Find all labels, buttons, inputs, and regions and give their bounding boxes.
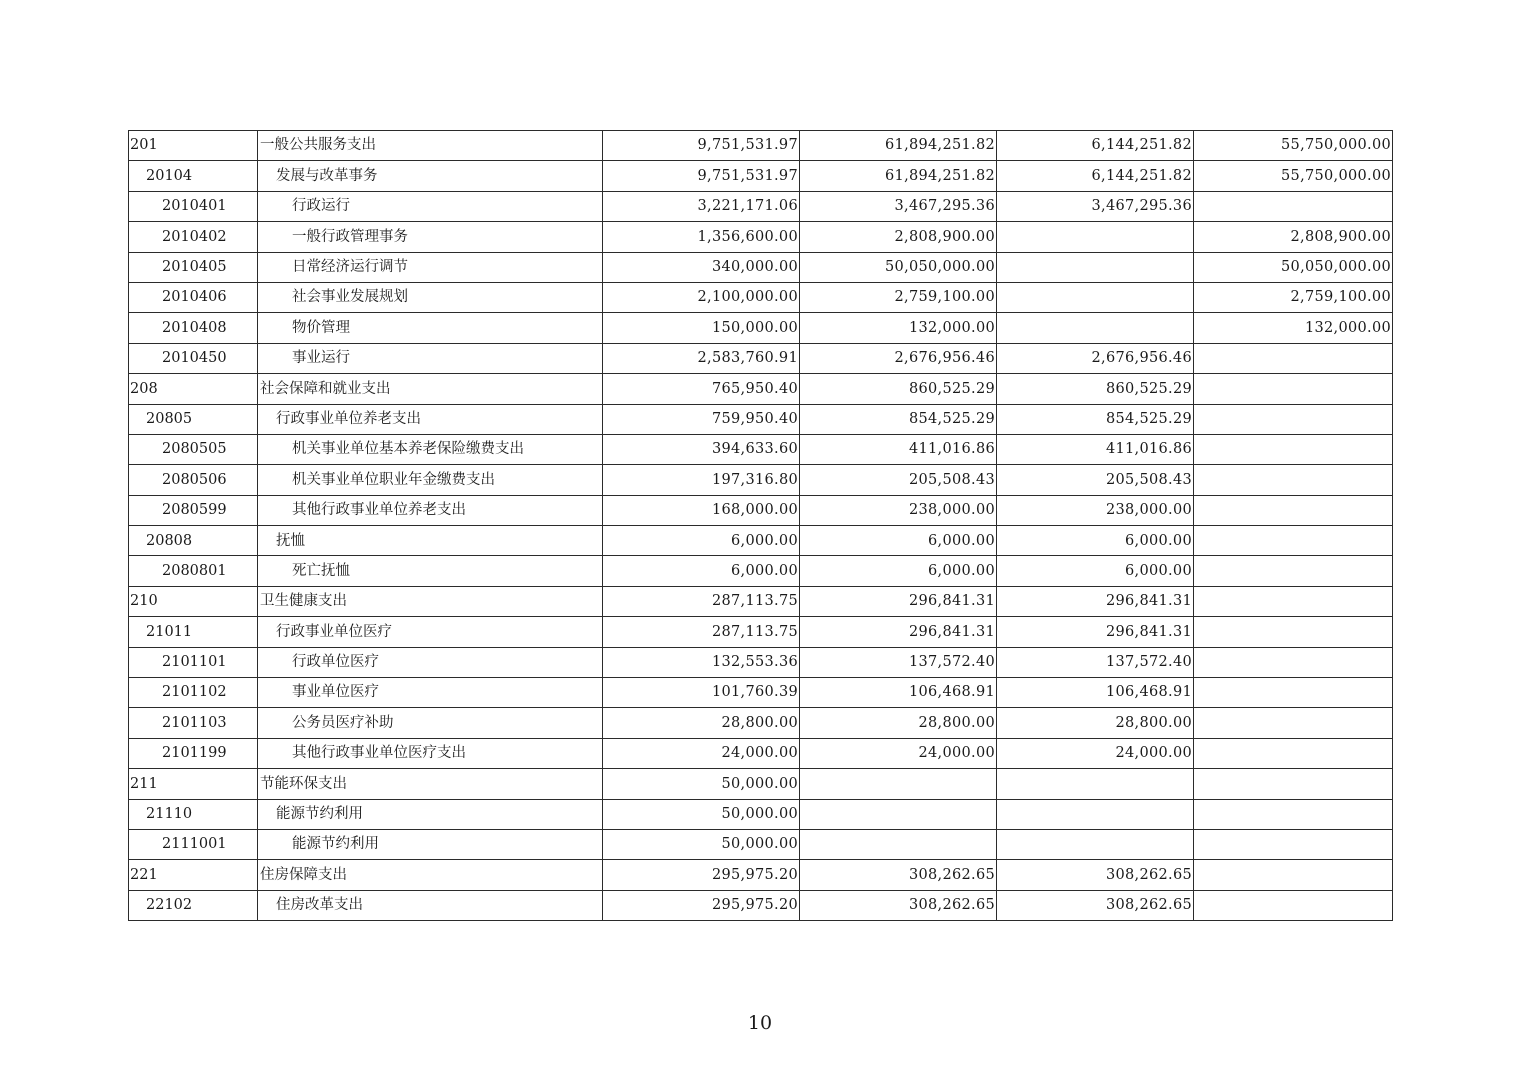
amount-cell-3: 205,508.43 — [997, 465, 1194, 495]
account-code-cell: 211 — [129, 769, 258, 799]
table-row — [129, 829, 1393, 859]
account-name-cell: 发展与改革事务 — [258, 161, 603, 191]
amount-cell-2: 132,000.00 — [800, 313, 997, 343]
amount-cell-3: 6,000.00 — [997, 526, 1194, 556]
amount-cell-1: 2,583,760.91 — [603, 343, 800, 373]
amount-cell-3 — [997, 769, 1194, 799]
amount-cell-3: 2,676,956.46 — [997, 343, 1194, 373]
table-row — [129, 191, 1393, 221]
amount-cell-2: 24,000.00 — [800, 738, 997, 768]
amount-cell-3: 106,468.91 — [997, 678, 1194, 708]
amount-cell-1: 50,000.00 — [603, 799, 800, 829]
amount-cell-2: 296,841.31 — [800, 617, 997, 647]
account-code-cell: 22102 — [129, 890, 258, 920]
amount-cell-1: 197,316.80 — [603, 465, 800, 495]
account-code-cell: 21011 — [129, 617, 258, 647]
amount-cell-4 — [1194, 556, 1393, 586]
amount-cell-2 — [800, 829, 997, 859]
amount-cell-1: 765,950.40 — [603, 374, 800, 404]
amount-cell-1: 394,633.60 — [603, 434, 800, 464]
account-code-cell: 2080505 — [129, 434, 258, 464]
table-row — [129, 769, 1393, 799]
table-row — [129, 374, 1393, 404]
account-code-cell: 2010401 — [129, 191, 258, 221]
amount-cell-3: 308,262.65 — [997, 890, 1194, 920]
account-code-cell: 2080801 — [129, 556, 258, 586]
table-row — [129, 647, 1393, 677]
amount-cell-3 — [997, 222, 1194, 252]
amount-cell-1: 101,760.39 — [603, 678, 800, 708]
amount-cell-4 — [1194, 465, 1393, 495]
amount-cell-3: 308,262.65 — [997, 860, 1194, 890]
amount-cell-2: 854,525.29 — [800, 404, 997, 434]
account-name-cell: 抚恤 — [258, 526, 603, 556]
account-name-cell: 日常经济运行调节 — [258, 252, 603, 282]
account-name-cell: 行政运行 — [258, 191, 603, 221]
amount-cell-1: 759,950.40 — [603, 404, 800, 434]
amount-cell-4 — [1194, 434, 1393, 464]
amount-cell-1: 24,000.00 — [603, 738, 800, 768]
account-name-cell: 行政单位医疗 — [258, 647, 603, 677]
amount-cell-1: 168,000.00 — [603, 495, 800, 525]
account-name-cell: 行政事业单位医疗 — [258, 617, 603, 647]
amount-cell-1: 150,000.00 — [603, 313, 800, 343]
page-number: 10 — [747, 1012, 773, 1034]
table-row — [129, 890, 1393, 920]
amount-cell-3: 6,144,251.82 — [997, 131, 1194, 161]
amount-cell-4 — [1194, 343, 1393, 373]
amount-cell-2: 2,759,100.00 — [800, 282, 997, 312]
amount-cell-2: 308,262.65 — [800, 890, 997, 920]
account-code-cell: 2101199 — [129, 738, 258, 768]
account-name-cell: 事业运行 — [258, 343, 603, 373]
amount-cell-3 — [997, 799, 1194, 829]
amount-cell-4 — [1194, 374, 1393, 404]
amount-cell-4 — [1194, 799, 1393, 829]
account-name-cell: 物价管理 — [258, 313, 603, 343]
amount-cell-4 — [1194, 890, 1393, 920]
amount-cell-1: 295,975.20 — [603, 860, 800, 890]
table-row — [129, 465, 1393, 495]
amount-cell-1: 287,113.75 — [603, 617, 800, 647]
account-code-cell: 2010408 — [129, 313, 258, 343]
amount-cell-2 — [800, 769, 997, 799]
account-code-cell: 2101101 — [129, 647, 258, 677]
table-row — [129, 313, 1393, 343]
amount-cell-3: 6,000.00 — [997, 556, 1194, 586]
amount-cell-2: 308,262.65 — [800, 860, 997, 890]
amount-cell-2: 137,572.40 — [800, 647, 997, 677]
amount-cell-2: 205,508.43 — [800, 465, 997, 495]
table-row — [129, 131, 1393, 161]
amount-cell-1: 6,000.00 — [603, 526, 800, 556]
account-name-cell: 社会保障和就业支出 — [258, 374, 603, 404]
amount-cell-1: 1,356,600.00 — [603, 222, 800, 252]
account-code-cell: 221 — [129, 860, 258, 890]
amount-cell-2: 50,050,000.00 — [800, 252, 997, 282]
account-name-cell: 其他行政事业单位医疗支出 — [258, 738, 603, 768]
account-name-cell: 能源节约利用 — [258, 799, 603, 829]
account-name-cell: 社会事业发展规划 — [258, 282, 603, 312]
table-body — [129, 131, 1393, 921]
amount-cell-1: 9,751,531.97 — [603, 131, 800, 161]
amount-cell-2: 6,000.00 — [800, 526, 997, 556]
amount-cell-4: 2,759,100.00 — [1194, 282, 1393, 312]
amount-cell-3: 137,572.40 — [997, 647, 1194, 677]
amount-cell-2: 2,808,900.00 — [800, 222, 997, 252]
table-row — [129, 495, 1393, 525]
account-name-cell: 机关事业单位职业年金缴费支出 — [258, 465, 603, 495]
account-code-cell: 20104 — [129, 161, 258, 191]
amount-cell-1: 28,800.00 — [603, 708, 800, 738]
amount-cell-4: 2,808,900.00 — [1194, 222, 1393, 252]
amount-cell-1: 287,113.75 — [603, 586, 800, 616]
account-name-cell: 卫生健康支出 — [258, 586, 603, 616]
account-name-cell: 一般行政管理事务 — [258, 222, 603, 252]
table-row — [129, 556, 1393, 586]
amount-cell-1: 3,221,171.06 — [603, 191, 800, 221]
table-row — [129, 860, 1393, 890]
account-name-cell: 一般公共服务支出 — [258, 131, 603, 161]
amount-cell-3: 860,525.29 — [997, 374, 1194, 404]
account-name-cell: 住房改革支出 — [258, 890, 603, 920]
table-row — [129, 282, 1393, 312]
account-code-cell: 2010406 — [129, 282, 258, 312]
table-row — [129, 738, 1393, 768]
account-code-cell: 2080599 — [129, 495, 258, 525]
amount-cell-2: 61,894,251.82 — [800, 131, 997, 161]
table-row — [129, 222, 1393, 252]
account-code-cell: 2010450 — [129, 343, 258, 373]
amount-cell-4 — [1194, 708, 1393, 738]
amount-cell-4 — [1194, 769, 1393, 799]
amount-cell-4 — [1194, 586, 1393, 616]
account-code-cell: 2101103 — [129, 708, 258, 738]
amount-cell-4 — [1194, 526, 1393, 556]
account-code-cell: 2111001 — [129, 829, 258, 859]
amount-cell-3: 411,016.86 — [997, 434, 1194, 464]
amount-cell-3: 24,000.00 — [997, 738, 1194, 768]
amount-cell-1: 2,100,000.00 — [603, 282, 800, 312]
table-row — [129, 799, 1393, 829]
amount-cell-4 — [1194, 191, 1393, 221]
account-name-cell: 节能环保支出 — [258, 769, 603, 799]
amount-cell-2: 296,841.31 — [800, 586, 997, 616]
table-row — [129, 161, 1393, 191]
table-row — [129, 617, 1393, 647]
account-code-cell: 210 — [129, 586, 258, 616]
amount-cell-2: 106,468.91 — [800, 678, 997, 708]
amount-cell-1: 6,000.00 — [603, 556, 800, 586]
account-code-cell: 2080506 — [129, 465, 258, 495]
amount-cell-3: 296,841.31 — [997, 586, 1194, 616]
table-row — [129, 526, 1393, 556]
amount-cell-1: 340,000.00 — [603, 252, 800, 282]
table-row — [129, 343, 1393, 373]
table-row — [129, 586, 1393, 616]
account-name-cell: 死亡抚恤 — [258, 556, 603, 586]
table-row — [129, 252, 1393, 282]
amount-cell-4: 55,750,000.00 — [1194, 161, 1393, 191]
account-name-cell: 公务员医疗补助 — [258, 708, 603, 738]
account-code-cell: 20808 — [129, 526, 258, 556]
account-name-cell: 能源节约利用 — [258, 829, 603, 859]
amount-cell-1: 9,751,531.97 — [603, 161, 800, 191]
amount-cell-3 — [997, 252, 1194, 282]
amount-cell-1: 50,000.00 — [603, 829, 800, 859]
amount-cell-4 — [1194, 678, 1393, 708]
amount-cell-2: 860,525.29 — [800, 374, 997, 404]
amount-cell-2: 2,676,956.46 — [800, 343, 997, 373]
amount-cell-1: 295,975.20 — [603, 890, 800, 920]
amount-cell-3 — [997, 313, 1194, 343]
account-code-cell: 2010402 — [129, 222, 258, 252]
amount-cell-2: 6,000.00 — [800, 556, 997, 586]
budget-table-container — [128, 130, 1392, 921]
amount-cell-4 — [1194, 738, 1393, 768]
account-code-cell: 20805 — [129, 404, 258, 434]
amount-cell-1: 50,000.00 — [603, 769, 800, 799]
account-name-cell: 事业单位医疗 — [258, 678, 603, 708]
amount-cell-4: 132,000.00 — [1194, 313, 1393, 343]
table-row — [129, 404, 1393, 434]
amount-cell-3: 296,841.31 — [997, 617, 1194, 647]
amount-cell-3 — [997, 282, 1194, 312]
account-code-cell: 201 — [129, 131, 258, 161]
table-row — [129, 678, 1393, 708]
account-name-cell: 住房保障支出 — [258, 860, 603, 890]
table-row — [129, 708, 1393, 738]
amount-cell-4 — [1194, 617, 1393, 647]
account-code-cell: 2010405 — [129, 252, 258, 282]
table-row — [129, 434, 1393, 464]
account-code-cell: 21110 — [129, 799, 258, 829]
amount-cell-4 — [1194, 495, 1393, 525]
amount-cell-4 — [1194, 404, 1393, 434]
amount-cell-2: 28,800.00 — [800, 708, 997, 738]
account-name-cell: 其他行政事业单位养老支出 — [258, 495, 603, 525]
amount-cell-3: 3,467,295.36 — [997, 191, 1194, 221]
expenditure-table — [128, 130, 1393, 921]
amount-cell-2 — [800, 799, 997, 829]
amount-cell-3: 6,144,251.82 — [997, 161, 1194, 191]
amount-cell-2: 61,894,251.82 — [800, 161, 997, 191]
amount-cell-4 — [1194, 860, 1393, 890]
amount-cell-4: 55,750,000.00 — [1194, 131, 1393, 161]
amount-cell-2: 411,016.86 — [800, 434, 997, 464]
amount-cell-4: 50,050,000.00 — [1194, 252, 1393, 282]
amount-cell-3: 28,800.00 — [997, 708, 1194, 738]
amount-cell-4 — [1194, 647, 1393, 677]
amount-cell-3 — [997, 829, 1194, 859]
amount-cell-2: 238,000.00 — [800, 495, 997, 525]
amount-cell-3: 238,000.00 — [997, 495, 1194, 525]
amount-cell-4 — [1194, 829, 1393, 859]
account-name-cell: 行政事业单位养老支出 — [258, 404, 603, 434]
account-code-cell: 208 — [129, 374, 258, 404]
account-name-cell: 机关事业单位基本养老保险缴费支出 — [258, 434, 603, 464]
amount-cell-1: 132,553.36 — [603, 647, 800, 677]
amount-cell-3: 854,525.29 — [997, 404, 1194, 434]
amount-cell-2: 3,467,295.36 — [800, 191, 997, 221]
account-code-cell: 2101102 — [129, 678, 258, 708]
